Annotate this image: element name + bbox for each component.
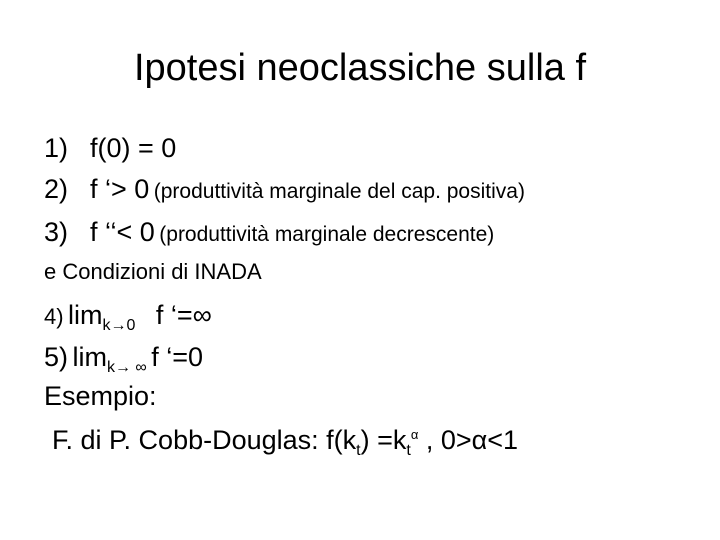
condition-number: 5) (44, 342, 69, 372)
list-note: (produttività marginale del cap. positiva) (153, 180, 525, 203)
example-subscript: t (356, 442, 361, 459)
list-number: 1) (44, 133, 69, 163)
slide-title: Ipotesi neoclassiche sulla f (133, 47, 587, 89)
example-label: Esempio: (44, 381, 157, 411)
condition-number: 4) (44, 304, 64, 329)
list-item-1 (44, 130, 176, 171)
example-text: , 0>α<1 (418, 425, 519, 455)
example-text: ) =k (360, 425, 407, 455)
limit-expression: f ‘=∞ (155, 300, 212, 330)
inada-heading: e Condizioni di INADA (44, 259, 262, 284)
example-subscript: t (406, 442, 411, 459)
limit-text: lim (72, 342, 107, 372)
list-formula: f ‘‘< 0 (90, 217, 155, 247)
example-text: F. di P. Cobb-Douglas: f(k (52, 425, 357, 455)
inada-condition-5 (44, 339, 203, 380)
limit-subscript: k→0 (102, 317, 136, 334)
limit-expression: f ‘=0 (151, 342, 204, 372)
list-number: 2) (44, 174, 69, 204)
list-note: (produttività marginale decrescente) (159, 223, 495, 246)
list-formula: f ‘> 0 (90, 174, 150, 204)
example-superscript: α (410, 427, 419, 442)
limit-subscript: k→ ∞ (106, 359, 147, 376)
list-item-2 (44, 171, 525, 212)
list-formula: f(0) = 0 (90, 133, 177, 163)
list-number: 3) (44, 217, 69, 247)
example-formula (52, 422, 518, 458)
list-item-3 (44, 214, 494, 255)
inada-condition-4 (44, 297, 212, 338)
limit-text: lim (68, 300, 103, 330)
